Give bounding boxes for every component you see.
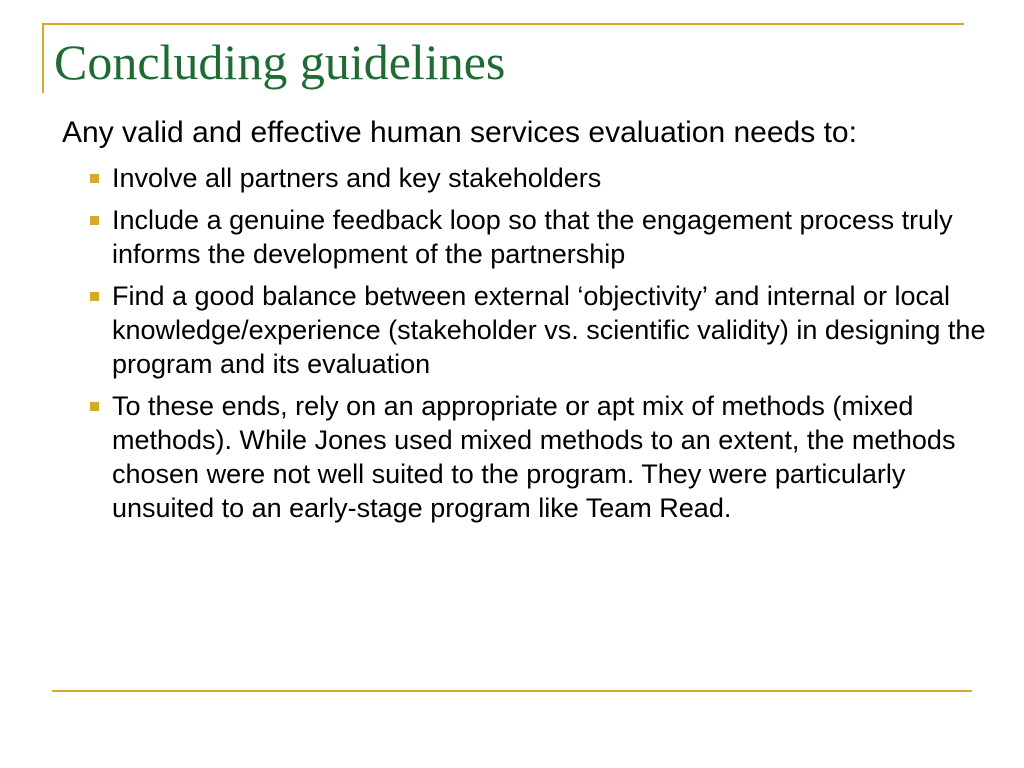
square-bullet-icon (90, 174, 99, 183)
slide-title: Concluding guidelines (54, 34, 506, 90)
bullet-item-mixed-methods (62, 389, 992, 525)
bullet-list (62, 161, 1002, 525)
title-left-accent (42, 23, 44, 93)
bullet-item-stakeholders (62, 161, 992, 195)
slide-body (62, 115, 1002, 533)
bottom-divider (52, 690, 972, 692)
square-bullet-icon (90, 292, 99, 301)
bullet-text: To these ends, rely on an appropriate or apt mix of methods (mixed methods). While Jones used mixed methods to an extent, the methods chosen were not well suited to the program. They were particularly unsuited to an early-stage program like Team Read. (112, 391, 956, 523)
square-bullet-icon (90, 216, 99, 225)
bullet-text: Find a good balance between external ‘objectivity’ and internal or local knowledge/experience (stakeholder vs. scientific validity) in designing the program and its evaluation (112, 281, 986, 379)
top-divider (42, 23, 964, 25)
bullet-item-feedback-loop (62, 203, 992, 271)
intro-text: Any valid and effective human services evaluation needs to: (62, 116, 857, 149)
bullet-item-balance (62, 279, 992, 381)
square-bullet-icon (90, 402, 99, 411)
bullet-text: Include a genuine feedback loop so that the engagement process truly informs the development of the partnership (112, 205, 953, 269)
bullet-text: Involve all partners and key stakeholders (112, 163, 602, 193)
